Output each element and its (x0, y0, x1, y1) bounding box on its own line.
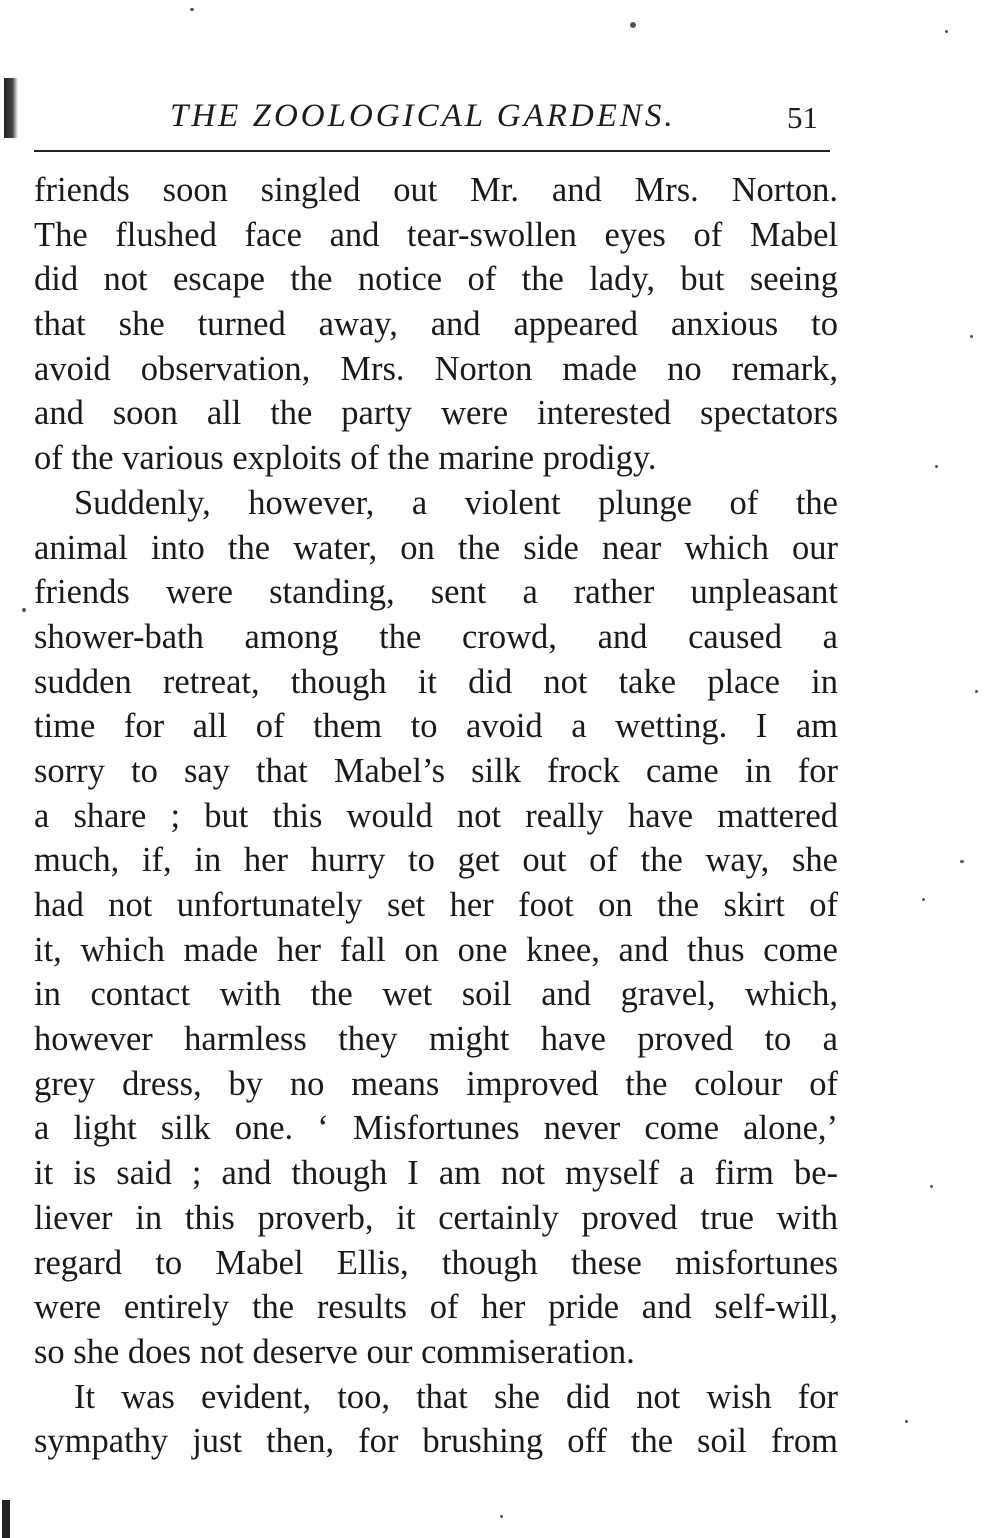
text-line: shower-bath among the crowd, and caused a (34, 617, 838, 656)
text-line: it is said ; and though I am not myself a firm be- (34, 1154, 838, 1193)
text-line: It was evident, too, that she did not wish for (74, 1377, 838, 1416)
scan-speck (905, 1420, 908, 1423)
body-text (34, 168, 838, 1464)
text-line: friends soon singled out Mr. and Mrs. Norton. (34, 171, 838, 209)
text-line: a light silk one. ‘ Misfortunes never come alone,’ (34, 1109, 838, 1148)
text-line: did not escape the notice of the lady, but seeing (34, 260, 838, 299)
scan-speck (500, 1515, 503, 1518)
scan-speck (22, 608, 26, 612)
scan-speck (935, 465, 938, 468)
text-line: grey dress, by no means improved the colour of (34, 1064, 838, 1103)
text-line: in contact with the wet soil and gravel, which, (34, 975, 838, 1014)
text-line: avoid observation, Mrs. Norton made no remark, (34, 349, 838, 388)
scan-speck (190, 8, 194, 11)
page-number: 51 (787, 100, 818, 135)
text-line: it, which made her fall on one knee, and thus come (34, 930, 838, 969)
scan-speck (922, 898, 925, 901)
text-line: were entirely the results of her pride and self-will, (34, 1288, 838, 1327)
text-line: much, if, in her hurry to get out of the way, she (34, 841, 838, 880)
text-line: friends were standing, sent a rather unpleasant (34, 573, 838, 612)
text-line: sudden retreat, though it did not take place in (34, 662, 838, 701)
text-line: of the various exploits of the marine prodigy. (34, 439, 657, 478)
scan-speck (945, 30, 948, 33)
text-line: sympathy just then, for brushing off the soil from (34, 1422, 838, 1461)
running-title: THE ZOOLOGICAL GARDENS. (170, 98, 676, 134)
text-line: Suddenly, however, a violent plunge of the (74, 483, 838, 522)
scan-speck (630, 22, 636, 28)
page-edge-mark (4, 78, 18, 138)
text-line: animal into the water, on the side near which our (34, 528, 838, 567)
text-line: so she does not deserve our commiseration. (34, 1332, 635, 1371)
text-line: had not unfortunately set her foot on the skirt of (34, 886, 838, 924)
scan-speck (930, 1185, 933, 1188)
running-head (34, 98, 830, 142)
text-line: and soon all the party were interested spectators (34, 394, 838, 433)
text-line: however harmless they might have proved to a (34, 1020, 838, 1059)
scan-speck (970, 335, 973, 338)
page-edge-mark-bottom (2, 1500, 10, 1538)
text-line: liever in this proverb, it certainly proved true with (34, 1198, 838, 1237)
scan-speck (960, 860, 964, 863)
scan-speck (975, 690, 978, 693)
text-line: time for all of them to avoid a wetting. I am (34, 707, 838, 746)
text-line: The flushed face and tear-swollen eyes of Mabel (34, 215, 838, 254)
text-line: regard to Mabel Ellis, though these misfortunes (34, 1243, 838, 1282)
text-line: a share ; but this would not really have mattered (34, 796, 838, 835)
text-line: that she turned away, and appeared anxious to (34, 305, 838, 344)
text-line: sorry to say that Mabel’s silk frock came in for (34, 751, 838, 790)
header-rule (34, 150, 830, 152)
